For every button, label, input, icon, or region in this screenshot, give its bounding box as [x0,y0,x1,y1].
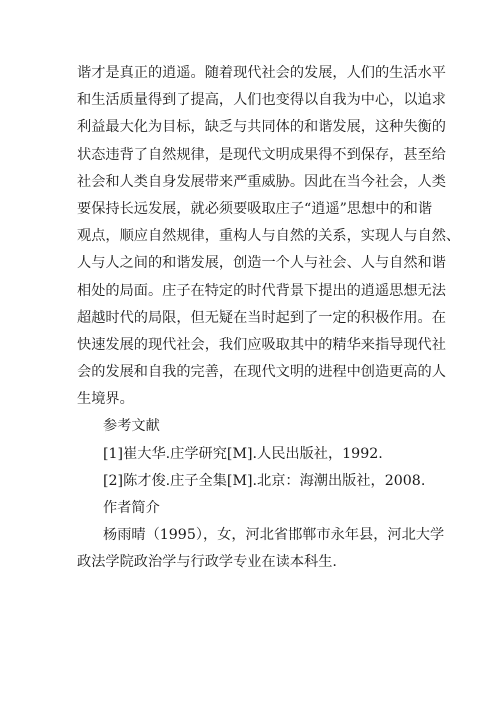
body-line: 快速发展的现代社会，我们应吸取其中的精华来指导现代社 [77,336,446,353]
body-line: 观点，顺应自然规律，重构人与自然的关系，实现人与自然、 [77,228,461,245]
body-line: 生境界。 [77,391,134,408]
body-line: 谐才是真正的逍遥。随着现代社会的发展，人们的生活水平 [77,65,446,81]
author-line: 杨雨晴（1995），女，河北省邯郸市永年县，河北大学 [103,527,445,544]
body-line: 和生活质量得到了提高，人们也变得以自我为中心，以追求 [77,92,446,109]
references-heading: 参考文献 [103,418,160,435]
body-line: 超越时代的局限，但无疑在当时起到了一定的积极作用。在 [77,309,446,326]
body-line: 相处的局面。庄子在特定的时代背景下提出的逍遥思想无法 [77,282,446,299]
reference-entry: [1]崔大华.庄学研究[M].人民出版社，1992. [103,445,383,462]
body-line: 状态违背了自然规律，是现代文明成果得不到保存，甚至给 [77,146,446,163]
author-line: 政法学院政治学与行政学专业在读本科生. [77,554,337,571]
body-line: 社会和人类自身发展带来严重威胁。因此在当今社会，人类 [77,173,446,190]
body-line: 人与人之间的和谐发展，创造一个人与社会、人与自然和谐 [77,255,446,272]
author-heading: 作者简介 [103,500,160,516]
body-line: 利益最大化为目标，缺乏与共同体的和谐发展，这种失衡的 [77,119,446,136]
reference-entry: [2]陈才俊.庄子全集[M].北京：海潮出版社，2008. [103,472,426,489]
body-line: 会的发展和自我的完善，在现代文明的进程中创造更高的人 [77,364,446,381]
document-body [77,60,461,577]
body-line: 要保持长远发展，就必须要吸取庄子“逍遥”思想中的和谐 [77,200,433,217]
